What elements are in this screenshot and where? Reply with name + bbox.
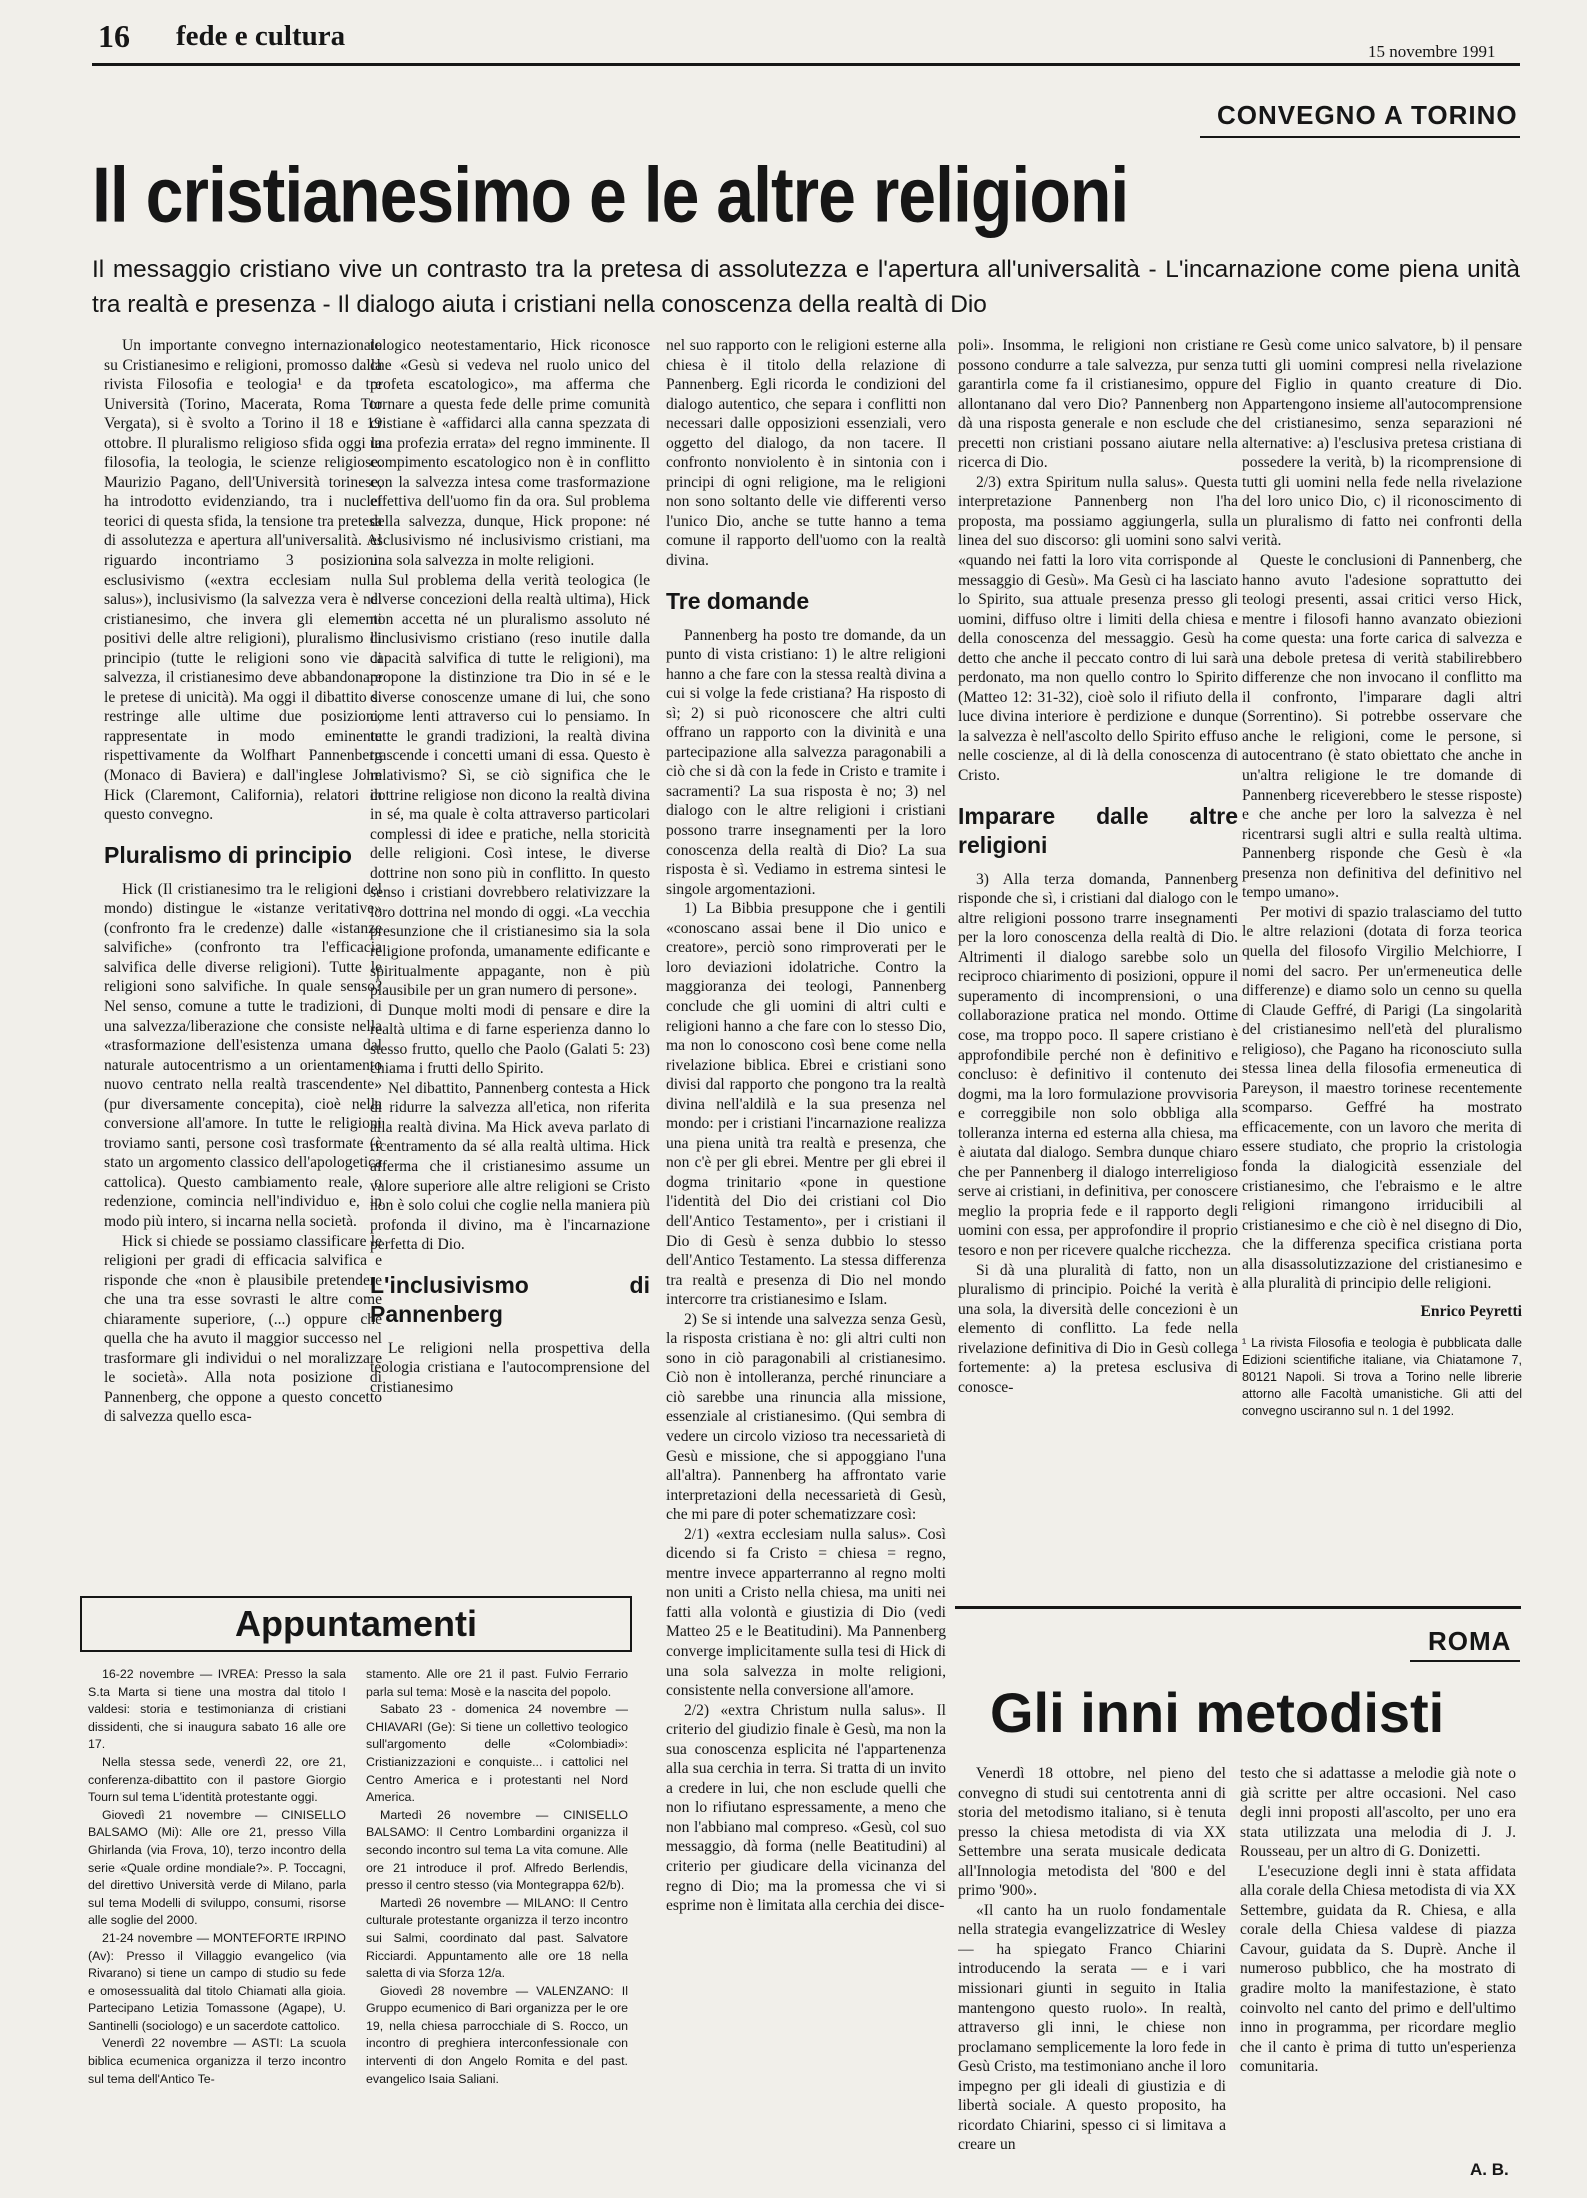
paragraph: Venerdì 18 ottobre, nel pieno del convegno di studi sui centotrenta anni di storia del metodismo italiano, si è tenuta presso la chiesa metodista di via XX Settembre una serata musicale dedicata all'Innologia metodista del '800 e del primo '900». bbox=[958, 1765, 1226, 1900]
article-column-1 bbox=[104, 336, 382, 1576]
paragraph: Sul problema della verità teologica (le diverse concezioni della realtà ultima), Hick non accetta né un pluralismo assoluto né l'inclusivismo cristiano (reso inutile dalla capacità salvifica di tutte le religioni), ma propone la distinzione tra Dio in sé e le diverse conoscenze umane di lui, che sono come lenti attraverso cui lo pensiamo. In tutte le grandi tradizioni, la realtà divina trascende i concetti umani di essa. Questo è relativismo? Sì, se ciò significa che le dottrine religiose non dicono la realtà divina in sé, ma quale è colta attraverso particolari complessi di idee e pratiche, nella storicità delle religioni. Così intese, le diverse dottrine non sono più in conflitto. In questo senso i cristiani dovrebbero relativizzare la loro dottrina nel mondo di oggi. «La vecchia presunzione che il cristianesimo sia la sola religione profonda, umanamente edificante e spiritualmente appagante, non è più plausibile per un gran numero di persone». bbox=[370, 571, 650, 1000]
roma-top-rule bbox=[955, 1606, 1521, 1609]
event-item: Giovedì 28 novembre — VALENZANO: Il Gruppo ecumenico di Bari organizza per le ore 19, nella chiesa parrocchiale di S. Rocco, un incontro di preghiera interconfessionale con interventi di don Angelo Romita e del past. evangelico Isaia Saliani. bbox=[366, 1983, 628, 2086]
kicker-rule bbox=[1200, 136, 1520, 138]
paragraph: Hick si chiede se possiamo classificare le religioni per gradi di efficacia salvifica e risponde che «non è plausibile pretendere che una tra esse sovrasti le altre come chiaramente superiore, (...) oppure che quella che ha avuto il maggior successo nel trasformare gli individui o nel moralizzare le società». Alla nota posizione di Pannenberg, che oppone a questo concetto di salvezza quello esca- bbox=[104, 1232, 382, 1426]
paragraph: 2/3) extra Spiritum nulla salus». Questa interpretazione Pannenberg non l'ha proposta, ma possiamo aggiungerla, sulla linea del suo discorso: gli uomini sono salvi «quando nei fatti la loro vita corrisponde al messaggio di Gesù». Ma Gesù ci ha lasciato lo Spirito, sua attuale presenza presso gli uomini, diffuso oltre i limiti della chiesa e della conoscenza del messaggio. Gesù ha detto che anche il peccato contro di lui sarà perdonato, ma non quello contro lo Spirito (Matteo 12: 31-32), cioè solo il rifiuto della luce divina interiore è perdizione e dunque la salvezza è nell'ascolto dello Spirito effuso nelle coscienze, al di là della conoscenza di Cristo. bbox=[958, 473, 1238, 785]
masthead-rule bbox=[92, 63, 1520, 66]
paragraph: tologico neotestamentario, Hick riconosce che «Gesù si vedeva nel ruolo unico del profeta escatologico», ma afferma che tornare a questa fede delle prime comunità cristiane è «affidarci alla canna spezzata di una profezia errata» del regno imminente. Il compimento escatologico non è in conflitto con la salvezza intesa come trasformazione effettiva dell'uomo fin da ora. Sul problema della salvezza, dunque, Hick propone: né esclusivismo né inclusivismo cristiani, ma una sola salvezza in molte religioni. bbox=[370, 337, 650, 570]
appuntamenti-header: Appuntamenti bbox=[80, 1596, 632, 1652]
paragraph: Si dà una pluralità di fatto, non un pluralismo di principio. Poiché la verità è una sola, la diversità delle concezioni è un elemento di conflitto. La fede nella rivelazione definitiva di Dio in Gesù collega fortemente: a) la pretesa esclusiva di conosce- bbox=[958, 1261, 1238, 1396]
paragraph: «Il canto ha un ruolo fondamentale nella strategia evangelizzatrice di Wesley — ha spiegato Franco Chiarini introducendo la serata — e i vari missionari giunti in seguito in Italia mantengono questo ruolo». In realtà, attraverso gli inni, le chiese non proclamano semplicemente la loro fede in Gesù Cristo, ma testimoniano anche il loro impegno per gli ideali di giustizia e di libertà sociale. A questo proposito, ha ricordato Chiarini, spesso ci si limitava a creare un bbox=[958, 1901, 1226, 2154]
event-item: stamento. Alle ore 21 il past. Fulvio Ferrario parla sul tema: Mosè e la nascita del popolo. bbox=[366, 1667, 628, 1699]
roma-kicker-rule bbox=[1410, 1660, 1520, 1662]
roma-column-1 bbox=[958, 1764, 1226, 2164]
event-item: Sabato 23 - domenica 24 novembre — CHIAVARI (Ge): Si tiene un collettivo teologico sull'argomento delle «Colombiadi»: Cristianizzazioni e conquiste... i cattolici nel Centro America e i protestanti nel Nord America. bbox=[366, 1702, 628, 1805]
event-item: Martedì 26 novembre — MILANO: Il Centro culturale protestante organizza il terzo incontro sui Salmi, coordinato dal past. Salvatore Ricciardi. Appuntamento alle ore 18 nella saletta di via Sforza 12/a. bbox=[366, 1895, 628, 1981]
appuntamenti-column-2 bbox=[366, 1666, 628, 2186]
article-column-2 bbox=[370, 336, 650, 1576]
paragraph: 1) La Bibbia presuppone che i gentili «conoscano assai bene il Dio unico e creatore», perciò sono rimproverati per le loro deviazioni idolatriche. Contro la maggioranza dei teologi, Pannenberg conclude che gli uomini di altri culti e religioni hanno a che fare con lo stesso Dio, ma non lo conoscono così bene come nella rivelazione biblica. Ebrei e cristiani sono divisi dal rapporto che pongono tra la realtà divina nell'aldilà e la sua presenza nel mondo: per i cristiani l'incarnazione realizza una piena unità tra realtà e presenza, che non c'è per gli ebrei. Mentre per gli ebrei il dogma trinitario «pone in questione l'identità del Dio dei cristiani col Dio dell'Antico Testamento», per i cristiani il Dio di Gesù è senza dubbio lo stesso dell'Antico Testamento. La stessa differenza tra realtà e presenza di Dio nel mondo intercorre tra cristianesimo e Islam. bbox=[666, 900, 946, 1309]
event-item: 21-24 novembre — MONTEFORTE IRPINO (Av): Presso il Villaggio evangelico (via Rivarano) si tiene un campo di studio su fede e omosessualità dal titolo Chiamati alla gioia. Partecipano Letizia Tomassone (Agape), U. Santinelli (sociologo) e un sacerdote cattolico. bbox=[88, 1930, 346, 2033]
subheading: L'inclusivismo di Pannenberg bbox=[370, 1271, 650, 1327]
paragraph: testo che si adattasse a melodie già note o già scritte per altre occasioni. Nel caso degli inni proposti all'ascolto, per uno era stata utilizzata una melodia di J. J. Rousseau, per un altro di G. Donizetti. bbox=[1240, 1765, 1516, 1861]
paragraph: 2) Se si intende una salvezza senza Gesù, la risposta cristiana è no: gli altri culti non sono in ciò paragonabili al cristianesimo. Ciò non è intolleranza, perché rinunciare a ciò sarebbe una rinuncia alla missione, essenziale al cristianesimo. (Qui sembra di vedere un circolo vizioso tra necessarietà di Gesù e missione, che si appoggiano l'una all'altra). Pannenberg ha affrontato varie interpretazioni della necessarietà di Gesù, che mi pare di poter schematizzare così: bbox=[666, 1310, 946, 1524]
roma-title: Gli inni metodisti bbox=[990, 1681, 1445, 1744]
section-name: fede e cultura bbox=[176, 20, 346, 52]
roma-kicker: ROMA bbox=[1428, 1626, 1512, 1656]
subheading: Pluralismo di principio bbox=[104, 841, 352, 868]
paragraph: Per motivi di spazio tralasciamo del tutto le altre relazioni (dotata di forza teorica quella del filosofo Virgilio Melchiorre, I nomi del sacro. Per un'ermeneutica delle differenze) e diamo solo un cenno su quella di Claude Geffré, di Parigi (La singolarità del cristianesimo nell'età del pluralismo religioso), che Pagano ha riconosciuto sulla stessa linea della filosofia ermeneutica di Pareyson, il maestro torinese recentemente scomparso. Geffré ha mostrato efficacemente, con un lavoro che merita di essere studiato, che proprio la cristologia fonda la dialogicità essenziale del cristianesimo, che l'ebraismo e le altre religioni rimangono irriducibili al cristianesimo e che ciò è nel disegno di Dio, che la differenza specifica cristiana porta alla disassolutizzazione del cristianesimo e alla pluralità di principio delle religioni. bbox=[1242, 903, 1522, 1293]
paragraph: Pannenberg ha posto tre domande, da un punto di vista cristiano: 1) le altre religioni hanno a che fare con la stessa realtà divina a cui si volge la fede cristiana? Ha risposto di sì; 2) si può riconoscere che altri culti offrano un rapporto con la divinità e una partecipazione alla salvezza paragonabili a ciò che si dà con la fede in Cristo e tramite i sacramenti? La sua risposta è no; 3) nel dialogo con le altre religioni i cristiani possono trarre insegnamenti per la loro conoscenza della realtà di Dio? La sua risposta è sì. Vediamo in estrema sintesi le singole argomentazioni. bbox=[666, 626, 946, 898]
paragraph: Queste le conclusioni di Pannenberg, che hanno avuto l'adesione soprattutto dei teologi presenti, assai critici verso Hick, mentre i filosofi hanno avanzato obiezioni come questa: una forte carica di salvezza e una debole pretesa di verità stabilirebbero differenze che non invocano il conflitto ma il confronto, l'imparare dagli altri (Sorrentino). Si potrebbe osservare che anche le religioni, come le persone, si autocentrano (è stato obiettato che anche in un'altra religione le tre domande di Pannenberg riceverebbero le stesse risposte) e che anche per loro la salvezza è nel ricentrarsi sugli altri e sulla realtà ultima. Pannenberg risponde che Gesù è «la presenza non definitiva del definitivo nel tempo umano». bbox=[1242, 552, 1522, 902]
roma-signature: A. B. bbox=[1470, 2160, 1509, 2179]
event-item: Martedì 26 novembre — CINISELLO BALSAMO: Il Centro Lombardini organizza il secondo incontro sul tema La vita comune. Alle ore 21 introduce il prof. Alfredo Berlendis, presso il centro stesso (via Montegrappa 62/b). bbox=[366, 1807, 628, 1893]
paragraph: re Gesù come unico salvatore, b) il pensare tutti gli uomini compresi nella rivelazione del Figlio in quanto creature di Dio. Appartengono insieme all'autocomprensione del cristianesimo, senza separazioni né alternative: a) l'esclusiva pretesa cristiana di possedere la verità, b) la ricomprensione di tutti gli uomini nella fede nella rivelazione del loro unico Dio, c) il riconoscimento di un pluralismo di fatto nei confronti della verità. bbox=[1242, 337, 1522, 550]
article-kicker: CONVEGNO A TORINO bbox=[1217, 100, 1518, 130]
article-deck: Il messaggio cristiano vive un contrasto tra la pretesa di assolutezza e l'apertura all'universalità - L'incarnazione come piena unità tra realtà e presenza - Il dialogo aiuta i cristiani nella conoscenza della realtà di Dio bbox=[92, 256, 1520, 318]
roma-column-2 bbox=[1240, 1764, 1516, 2164]
article-column-5 bbox=[1242, 336, 1522, 1606]
paragraph: 3) Alla terza domanda, Pannenberg risponde che sì, i cristiani dal dialogo con le altre religioni possono trarre insegnamenti per la loro conoscenza della realtà di Dio. Altrimenti il dialogo sarebbe solo un reciproco chiarimento di posizioni, oppure il superamento di incomprensioni, o una collaborazione pratica nel mondo. Ottime cose, ma troppo poco. Il sapere cristiano è approfondibile perché non è definitivo e concluso: è definitivo il contenuto dei dogmi, ma la loro formulazione provvisoria e correggibile non solo obbliga alla tolleranza interna ed esterna alla chiesa, ma è aiutata dal dialogo. Sembra dunque chiaro che per Pannenberg il dialogo interreligioso serve ai cristiani, in definitiva, per conoscere meglio la propria fede e il rapporto degli uomini con essa, per approfondire il proprio tesoro e non per ricevere qualche ricchezza. bbox=[958, 870, 1238, 1259]
article-title: Il cristianesimo e le altre religioni bbox=[92, 151, 1129, 239]
paragraph: 2/1) «extra ecclesiam nulla salus». Così dicendo si fa Cristo = chiesa = regno, mentre invece apparterranno al regno molti non uniti a Cristo nella chiesa, ma uniti nei fatti alla volontà e giustizia di Dio (vedi Matteo 25 e le Beatitudini). Ma Pannenberg converge implicitamente sulla tesi di Hick di una sola salvezza in molte religioni, consistente nella conversione all'amore. bbox=[666, 1525, 946, 1700]
author-signature: Enrico Peyretti bbox=[1420, 1302, 1522, 1320]
paragraph: nel suo rapporto con le religioni esterne alla chiesa è il titolo della relazione di Pannenberg. Egli ricorda le condizioni del dialogo autentico, che separa i conflitti non necessari dalle opposizioni essenziali, vero oggetto del dialogo, da non tacere. Il confronto nonviolento è in sintonia con i principi di ogni religione, ma le religioni non sono soltanto delle vie differenti verso l'unico Dio, anche se tutte hanno a tema comune il rapporto dell'uomo con la realtà divina. bbox=[666, 337, 946, 570]
paragraph: L'esecuzione degli inni è stata affidata alla corale della Chiesa metodista di via XX Settembre, guidata da R. Chiesa, e alla corale della Chiesa valdese di piazza Cavour, guidata da S. Duprè. Anche il numeroso pubblico, che ha mostrato di gradire molto la manifestazione, è stato coinvolto nel canto del primo e dell'ultimo inno in programma, per ricordare meglio che il canto è prima di tutto un'esperienza comunitaria. bbox=[1240, 1862, 1516, 2076]
paragraph: Hick (Il cristianesimo tra le religioni del mondo) distingue le «istanze veritative» (confronto fra le credenze) dalle «istanze salvifiche» (confronto tra l'efficacia salvifica delle diverse religioni). Tutte le religioni sono salvifiche. In quale senso? Nel senso, comune a tutte le tradizioni, di una salvezza/liberazione che consiste nella «trasformazione dell'esistenza umana dal naturale autocentrismo a un orientamento nuovo centrato nella realtà trascendente» (pur diversamente concepita), cioè nella conversione all'amore. In tutte le religioni troviamo santi, persone così trasformate (è stato un argomento classico dell'apologetica cattolica). Questo cambiamento reale, o redenzione, comincia nell'individuo e, in modo più intero, si incarna nella società. bbox=[104, 880, 382, 1230]
page-number: 16 bbox=[98, 18, 130, 54]
event-item: Nella stessa sede, venerdì 22, ore 21, conferenza-dibattito con il pastore Giorgio Tourn sul tema L'identità protestante oggi. bbox=[88, 1754, 346, 1805]
paragraph: Dunque molti modi di pensare e dire la realtà ultima e di farne esperienza danno lo stesso frutto, quello che Paolo (Galati 5: 23) chiama i frutti dello Spirito. bbox=[370, 1001, 650, 1078]
appuntamenti-column-1 bbox=[88, 1666, 346, 2186]
subheading: Tre domande bbox=[666, 587, 810, 614]
article-column-3 bbox=[666, 336, 946, 2166]
paragraph: Nel dibattito, Pannenberg contesta a Hick di ridurre la salvezza all'etica, non riferita alla realtà divina. Ma Hick aveva parlato di ricentramento da sé alla realtà ultima. Hick afferma che il cristianesimo assume un valore superiore alle altre religioni se Cristo non è solo colui che coglie nella maniera più profonda il divino, ma è l'incarnazione perfetta di Dio. bbox=[370, 1079, 650, 1254]
event-item: Venerdì 22 novembre — ASTI: La scuola biblica ecumenica organizza il terzo incontro sul tema dell'Antico Te- bbox=[88, 2036, 346, 2086]
article-column-4 bbox=[958, 336, 1238, 1606]
footnote: ¹ La rivista Filosofia e teologia è pubblicata dalle Edizioni scientifiche italiane, via Chiatamone 7, 80121 Napoli. Si trova a Torino nelle librerie attorno alle Facoltà umanistiche. Gli atti del convegno usciranno sul n. 1 del 1992. bbox=[1242, 1336, 1522, 1419]
paragraph: Le religioni nella prospettiva della teologia cristiana e l'autocomprensione del cristianesimo bbox=[370, 1339, 650, 1396]
paragraph: 2/2) «extra Christum nulla salus». Il criterio del giudizio finale è Gesù, ma non la sua conoscenza esplicita né l'appartenenza alla sua cerchia in terra. Si tratta di un invito a credere in lui, che non esclude quelli che non lo rifiutano espressamente, a meno che non l'abbiano mal compreso. «Gesù, col suo messaggio, dà forma (nelle Beatitudini) al criterio per giudicare della vicinanza del regno di Dio; ma la promessa che vi si esprime non è limitata alla cerchia dei disce- bbox=[666, 1701, 946, 1915]
issue-date: 15 novembre 1991 bbox=[1368, 42, 1496, 61]
event-item: 16-22 novembre — IVREA: Presso la sala S.ta Marta si tiene una mostra dal titolo I valdesi: storia e testimonianza di cristiani dissidenti, che si inaugura sabato 16 alle ore 17. bbox=[88, 1667, 346, 1752]
paragraph: Un importante convegno internazionale su Cristianesimo e religioni, promosso dalla rivista Filosofia e teologia¹ e da tre Università (Torino, Macerata, Roma Tor Vergata), si è svolto a Torino il 18 e 19 ottobre. Il pluralismo religioso sfida oggi la filosofia, la teologia, le scienze religiose. Maurizio Pagano, dell'Università torinese, ha introdotto evidenziando, tra i nuclei teorici di questa sfida, la tensione tra pretesa di assolutezza e apertura all'universalità. Al riguardo incontriamo 3 posizioni: esclusivismo («extra ecclesiam nulla salus»), inclusivismo (la salvezza vera è nel cristianesimo, che invera gli elementi positivi delle altre religioni), pluralismo di principio (tutte le religioni sono vie di salvezza, il cristianesimo deve abbandonare le pretese di unicità). Ma oggi il dibattito si restringe alle ultime due posizioni, rappresentate in modo eminente rispettivamente da Wolfhart Pannenberg (Monaco di Baviera) e dall'inglese John Hick (Claremont, California), relatori in questo convegno. bbox=[104, 337, 382, 824]
subheading: Imparare dalle altre religioni bbox=[958, 802, 1238, 858]
event-item: Giovedì 21 novembre — CINISELLO BALSAMO (Mi): Alle ore 21, presso Villa Ghirlanda (via Frova, 10), terzo incontro della serie «Quale ordine mondiale?». P. Toccagni, del direttivo Università verde di Milano, parla sul tema Modelli di sviluppo, consumi, risorse alle soglie del 2000. bbox=[88, 1807, 346, 1928]
paragraph: poli». Insomma, le religioni non cristiane possono condurre a tale salvezza, pur senza garantirla come fa il cristianesimo, oppure allontanano dal vero Dio? Pannenberg non dà una risposta generale e non esclude che precetti non cristiani possano aiutare nella ricerca di Dio. bbox=[958, 337, 1238, 472]
